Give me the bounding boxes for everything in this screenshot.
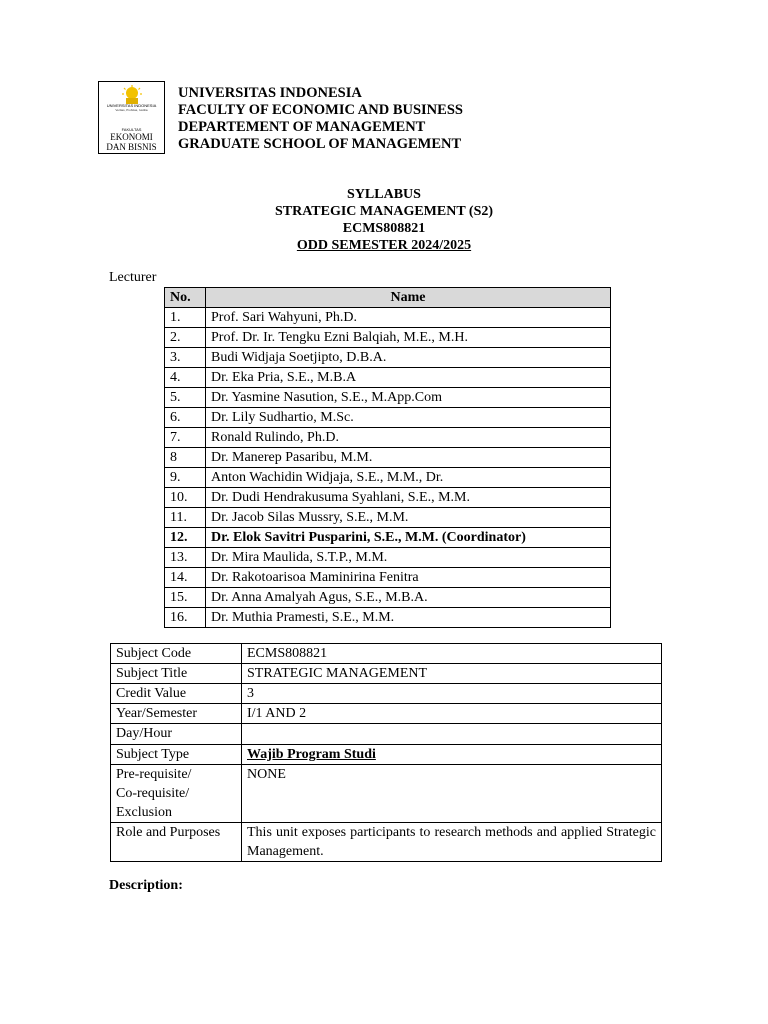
table-row [165, 488, 611, 508]
table-row [165, 548, 611, 568]
table-row [165, 348, 611, 368]
row-name: Dr. Elok Savitri Pusparini, S.E., M.M. (Coordinator) [206, 528, 611, 548]
header-university: UNIVERSITAS INDONESIA [178, 85, 362, 101]
row-no: 4. [165, 368, 206, 388]
subject-type-label: Subject Type [111, 745, 242, 765]
row-no: 12. [165, 528, 206, 548]
column-header-no: No. [165, 288, 206, 308]
row-no: 8 [165, 448, 206, 468]
logo-university-text: UNIVERSITAS INDONESIA [106, 103, 157, 108]
year-semester-label: Year/Semester [111, 704, 242, 724]
row-no: 7. [165, 428, 206, 448]
prerequisite-value: NONE [242, 765, 662, 823]
role-purposes-value: This unit exposes participants to research methods and applied Strategic Management. [242, 823, 662, 862]
table-row [111, 644, 662, 664]
row-name: Prof. Dr. Ir. Tengku Ezni Balqiah, M.E., M.H. [206, 328, 611, 348]
logo-faculty-label: FAKULTAS [121, 127, 142, 132]
row-name: Dr. Yasmine Nasution, S.E., M.App.Com [206, 388, 611, 408]
day-hour-label: Day/Hour [111, 724, 242, 745]
row-no: 16. [165, 608, 206, 628]
logo-line-ekonomi: EKONOMI [110, 132, 153, 142]
syllabus-title-block [0, 186, 768, 254]
title-syllabus: SYLLABUS [347, 187, 421, 202]
exclusion-label-line: Exclusion [116, 805, 172, 820]
row-no: 9. [165, 468, 206, 488]
prerequisite-label [111, 765, 242, 823]
row-name: Dr. Jacob Silas Mussry, S.E., M.M. [206, 508, 611, 528]
day-hour-value [242, 724, 662, 745]
row-name: Dr. Anna Amalyah Agus, S.E., M.B.A. [206, 588, 611, 608]
table-row [165, 608, 611, 628]
row-name: Prof. Sari Wahyuni, Ph.D. [206, 308, 611, 328]
table-row [165, 588, 611, 608]
lecturer-table [164, 287, 611, 628]
header-school: GRADUATE SCHOOL OF MANAGEMENT [178, 136, 462, 152]
subject-title-label: Subject Title [111, 664, 242, 684]
row-no: 2. [165, 328, 206, 348]
row-no: 15. [165, 588, 206, 608]
row-name: Dr. Manerep Pasaribu, M.M. [206, 448, 611, 468]
table-row [165, 388, 611, 408]
table-row [111, 704, 662, 724]
header-department: DEPARTEMENT OF MANAGEMENT [178, 119, 426, 135]
description-heading: Description: [109, 878, 183, 893]
table-row-coordinator [165, 528, 611, 548]
row-name: Ronald Rulindo, Ph.D. [206, 428, 611, 448]
subject-code-label: Subject Code [111, 644, 242, 664]
table-row [165, 448, 611, 468]
table-row [165, 408, 611, 428]
faculty-logo [98, 81, 165, 154]
logo-motto: Veritas, Probitas, Iustitia [115, 108, 148, 112]
row-name: Dr. Muthia Pramesti, S.E., M.M. [206, 608, 611, 628]
row-name: Budi Widjaja Soetjipto, D.B.A. [206, 348, 611, 368]
table-row [165, 428, 611, 448]
row-no: 6. [165, 408, 206, 428]
logo-line-dan-bisnis: DAN BISNIS [106, 142, 157, 152]
row-name: Dr. Dudi Hendrakusuma Syahlani, S.E., M.M. [206, 488, 611, 508]
title-course: STRATEGIC MANAGEMENT (S2) [274, 204, 494, 219]
row-no: 11. [165, 508, 206, 528]
row-no: 10. [165, 488, 206, 508]
subject-code-value: ECMS808821 [242, 644, 662, 664]
title-semester: ODD SEMESTER 2024/2025 [296, 238, 472, 253]
row-name: Dr. Rakotoarisoa Maminirina Fenitra [206, 568, 611, 588]
table-row [111, 684, 662, 704]
year-semester-value: I/1 AND 2 [242, 704, 662, 724]
row-no: 3. [165, 348, 206, 368]
table-row [165, 368, 611, 388]
university-emblem-icon [120, 85, 144, 105]
column-header-name: Name [206, 288, 611, 308]
role-purposes-label: Role and Purposes [111, 823, 242, 862]
corequisite-label-line: Co-requisite/ [116, 786, 190, 801]
table-row [111, 745, 662, 765]
row-name: Dr. Mira Maulida, S.T.P., M.M. [206, 548, 611, 568]
row-no: 13. [165, 548, 206, 568]
lecturer-table-header [165, 288, 611, 308]
table-row [165, 328, 611, 348]
subject-type-value: Wajib Program Studi [242, 745, 662, 765]
header-faculty: FACULTY OF ECONOMIC AND BUSINESS [178, 102, 463, 118]
prerequisite-label-line: Pre-requisite/ [116, 767, 192, 782]
table-row [111, 724, 662, 745]
row-name: Dr. Eka Pria, S.E., M.B.A [206, 368, 611, 388]
table-row [165, 308, 611, 328]
table-row [165, 508, 611, 528]
row-name: Dr. Lily Sudhartio, M.Sc. [206, 408, 611, 428]
lecturer-label: Lecturer [109, 270, 157, 285]
subject-title-value: STRATEGIC MANAGEMENT [242, 664, 662, 684]
institution-header [178, 85, 463, 153]
table-row [165, 468, 611, 488]
title-code: ECMS808821 [342, 221, 426, 236]
table-row [111, 765, 662, 823]
subject-info-table [110, 643, 662, 862]
row-name: Anton Wachidin Widjaja, S.E., M.M., Dr. [206, 468, 611, 488]
credit-value: 3 [242, 684, 662, 704]
table-row [111, 664, 662, 684]
row-no: 1. [165, 308, 206, 328]
table-row [111, 823, 662, 862]
credit-value-label: Credit Value [111, 684, 242, 704]
table-row [165, 568, 611, 588]
row-no: 5. [165, 388, 206, 408]
row-no: 14. [165, 568, 206, 588]
